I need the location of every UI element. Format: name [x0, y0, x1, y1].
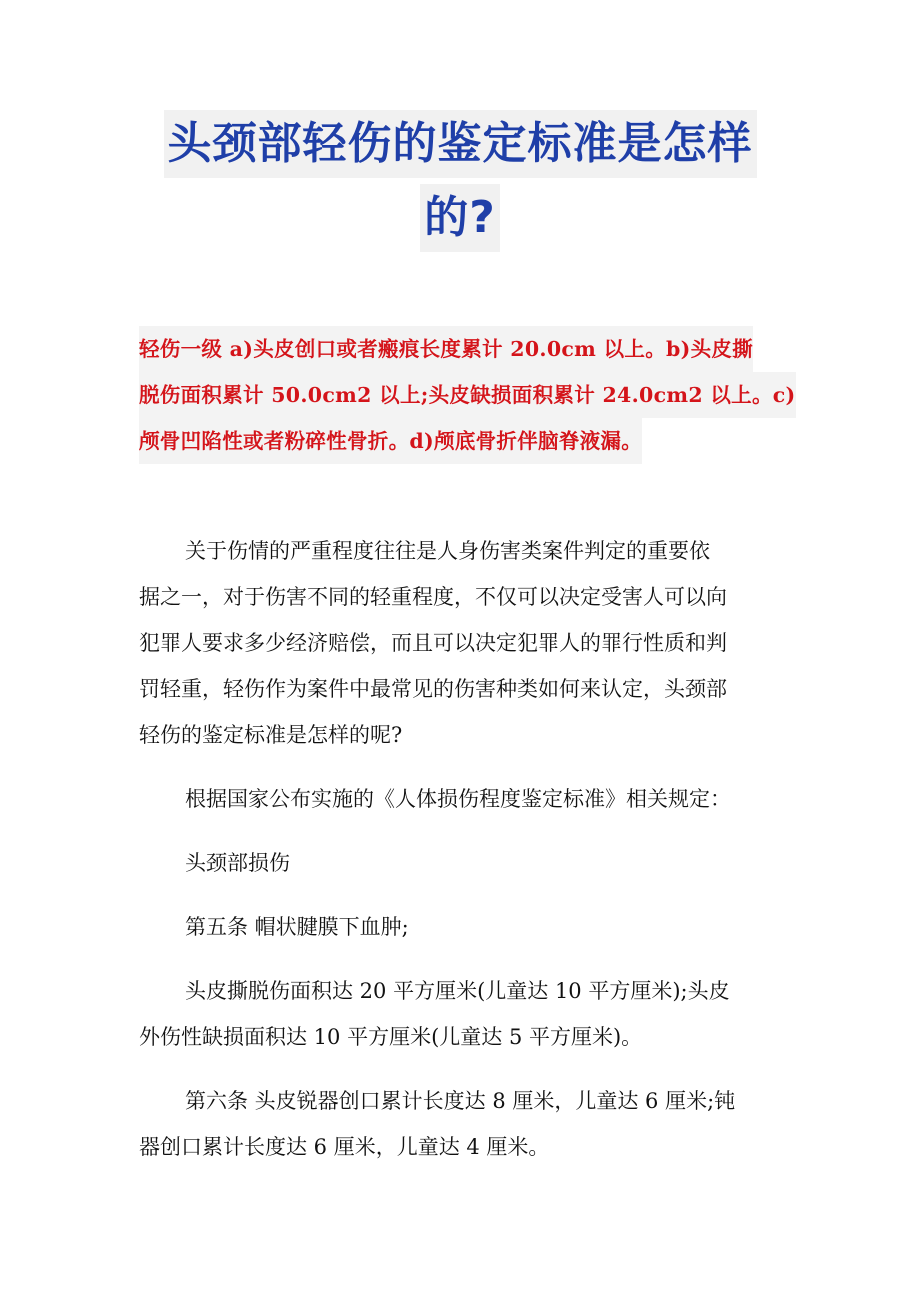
text-line: 轻伤的鉴定标准是怎样的呢? [139, 723, 403, 747]
paragraph-scalp-avulsion [139, 968, 789, 1060]
highlighted-standard [139, 326, 799, 464]
article-five [139, 904, 789, 950]
text-line: 罚轻重，轻伤作为案件中最常见的伤害种类如何来认定，头颈部 [139, 677, 727, 701]
text-line: 器创口累计长度达 6 厘米，儿童达 4 厘米。 [139, 1135, 550, 1159]
title-line-2: 的? [420, 184, 500, 252]
text-line: 根据国家公布实施的《人体损伤程度鉴定标准》相关规定： [185, 787, 731, 811]
text-line: 据之一，对于伤害不同的轻重程度，不仅可以决定受害人可以向 [139, 585, 727, 609]
title-line-1: 头颈部轻伤的鉴定标准是怎样 [164, 110, 757, 178]
highlight-line: 轻伤一级 a)头皮创口或者瘢痕长度累计 20.0cm 以上。b)头皮撕 [139, 326, 753, 372]
text-line: 第六条 头皮锐器创口累计长度达 8 厘米，儿童达 6 厘米;钝 [185, 1089, 736, 1113]
text-line: 头颈部损伤 [185, 851, 290, 875]
page-title [0, 110, 920, 252]
highlight-line: 颅骨凹陷性或者粉碎性骨折。d)颅底骨折伴脑脊液漏。 [139, 418, 642, 464]
highlight-line: 脱伤面积累计 50.0cm2 以上;头皮缺损面积累计 24.0cm2 以上。c) [139, 372, 796, 418]
body-text [139, 528, 789, 1188]
text-line: 第五条 帽状腱膜下血肿; [185, 915, 409, 939]
article-six [139, 1078, 789, 1170]
text-line: 犯罪人要求多少经济赔偿，而且可以决定犯罪人的罪行性质和判 [139, 631, 727, 655]
paragraph-basis [139, 776, 789, 822]
paragraph-intro [139, 528, 789, 758]
section-heading [139, 840, 789, 886]
text-line: 头皮撕脱伤面积达 20 平方厘米(儿童达 10 平方厘米);头皮 [185, 979, 730, 1003]
text-line: 关于伤情的严重程度往往是人身伤害类案件判定的重要依 [185, 539, 710, 563]
text-line: 外伤性缺损面积达 10 平方厘米(儿童达 5 平方厘米)。 [139, 1025, 643, 1049]
